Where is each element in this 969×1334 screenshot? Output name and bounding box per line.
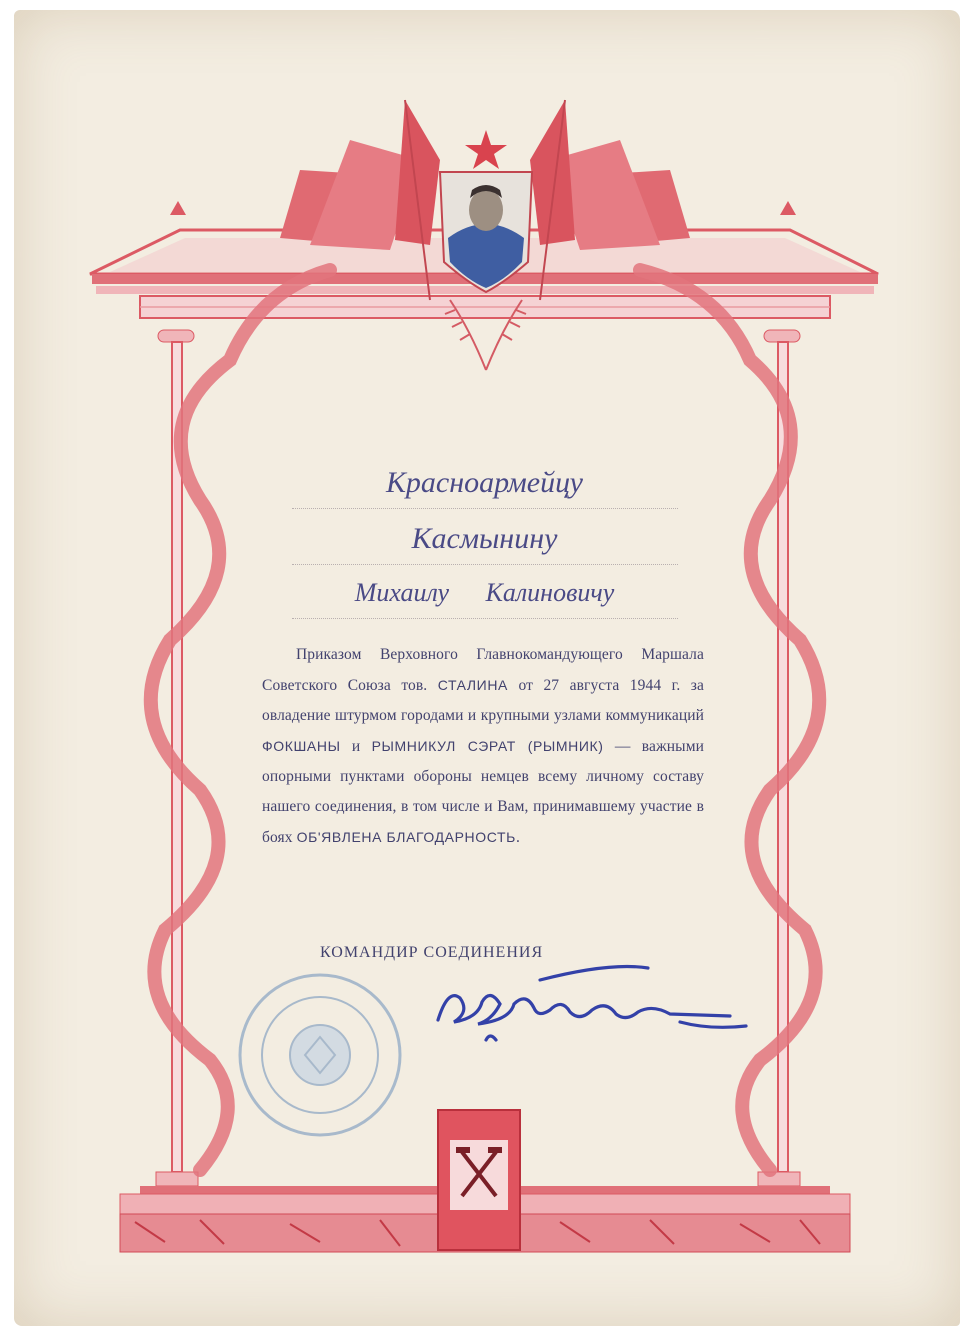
dotted-line-3 — [292, 618, 678, 619]
dotted-line-2 — [292, 564, 678, 565]
recipient-rank: Красноармейцу — [385, 466, 583, 499]
star-icon — [465, 130, 507, 169]
body-text-2: от 27 августа 1944 г. за овладение штурмом городами и крупными узлами коммуникаций — [262, 677, 704, 724]
recipient-surname: Касмынину — [411, 522, 558, 555]
city-rimnicu-sarat: РЫМНИКУЛ СЭРАТ (РЫМНИК) — [371, 738, 604, 754]
body-text-1: Приказом Верховного Главнокомандующего Маршала Советского Союза тов. — [262, 646, 704, 694]
body-text-4: — важными опорными пунктами обороны немцев всему личному составу нашего соединения, в том числе и Вам, принимавшему участие в боях — [262, 738, 704, 846]
crossed-hammers-icon — [438, 1110, 520, 1250]
citation-body — [262, 640, 704, 853]
recipient-name: Михаилу Калиновичу — [354, 578, 615, 607]
body-text-3: и — [340, 738, 372, 755]
stalin-name: СТАЛИНА — [437, 677, 508, 693]
city-focsani: ФОКШАНЫ — [262, 738, 341, 754]
dotted-line-1 — [292, 508, 678, 509]
round-seal-icon — [240, 975, 400, 1135]
commander-label: КОМАНДИР СОЕДИНЕНИЯ — [320, 944, 544, 961]
handwritten-signature — [430, 958, 760, 1058]
body-text-5: . — [515, 829, 520, 846]
gratitude-announcement: ОБ'ЯВЛЕНА БЛАГОДАРНОСТЬ — [296, 829, 516, 845]
